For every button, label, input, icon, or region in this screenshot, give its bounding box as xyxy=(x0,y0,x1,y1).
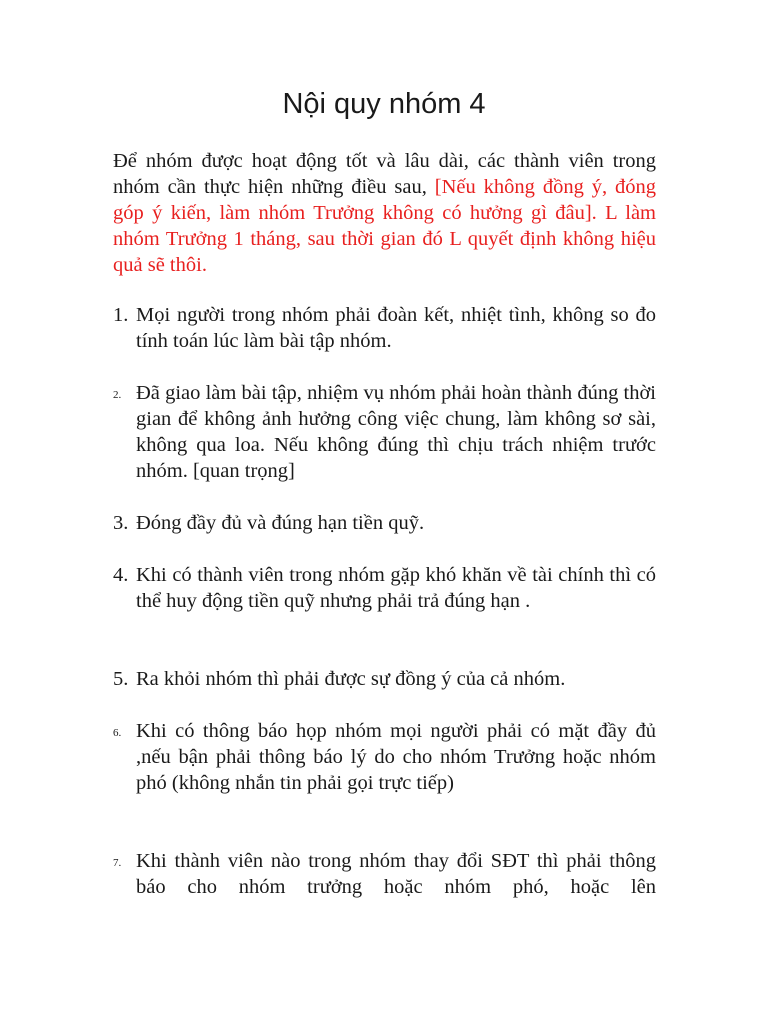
rule-text: Mọi người trong nhóm phải đoàn kết, nhiệt tình, không so đo tính toán lúc làm bài tập nhóm. xyxy=(136,304,656,352)
rule-item-2 xyxy=(113,380,656,484)
intro-highlight: [Nếu không đồng ý, đóng góp ý kiến, làm nhóm Trưởng không có hưởng gì đâu]. L làm nhóm Trưởng 1 tháng, sau thời gian đó L quyết định không hiệu quả sẽ thôi. xyxy=(113,176,656,276)
rule-number: 4. xyxy=(113,564,129,586)
rule-text: Ra khỏi nhóm thì phải được sự đồng ý của cả nhóm. xyxy=(136,668,566,690)
rule-number: 2. xyxy=(113,389,122,401)
rule-text: Đóng đầy đủ và đúng hạn tiền quỹ. xyxy=(136,512,425,534)
intro-paragraph xyxy=(113,148,656,278)
document-title: Nội quy nhóm 4 xyxy=(282,88,486,120)
rule-number: 7. xyxy=(113,857,122,869)
rule-item-1 xyxy=(113,302,656,354)
rule-number: 1. xyxy=(113,304,129,326)
rule-item-5 xyxy=(113,666,656,692)
rule-text: Khi thành viên nào trong nhóm thay đổi SĐT thì phải thông báo cho nhóm trưởng hoặc nhóm phó, hoặc lên xyxy=(136,850,656,898)
rule-item-4 xyxy=(113,562,656,614)
rule-number: 6. xyxy=(113,727,122,739)
rule-item-3 xyxy=(113,510,656,536)
rule-text: Khi có thành viên trong nhóm gặp khó khăn về tài chính thì có thể huy động tiền quỹ nhưng phải trả đúng hạn . xyxy=(136,564,656,612)
rule-number: 5. xyxy=(113,668,129,690)
intro-text: Để nhóm được hoạt động tốt và lâu dài, các thành viên trong nhóm cần thực hiện những điều sau, xyxy=(113,150,656,198)
rule-item-7 xyxy=(113,848,656,900)
rule-text: Khi có thông báo họp nhóm mọi người phải có mặt đầy đủ ,nếu bận phải thông báo lý do cho nhóm Trưởng hoặc nhóm phó (không nhắn tin phải gọi trực tiếp) xyxy=(136,720,656,794)
rule-number: 3. xyxy=(113,512,129,534)
rule-text: Đã giao làm bài tập, nhiệm vụ nhóm phải hoàn thành đúng thời gian để không ảnh hưởng công việc chung, làm không sơ sài, không qua loa. Nếu không đúng thì chịu trách nhiệm trước nhóm. [quan trọng] xyxy=(136,382,656,482)
rule-item-6 xyxy=(113,718,656,796)
